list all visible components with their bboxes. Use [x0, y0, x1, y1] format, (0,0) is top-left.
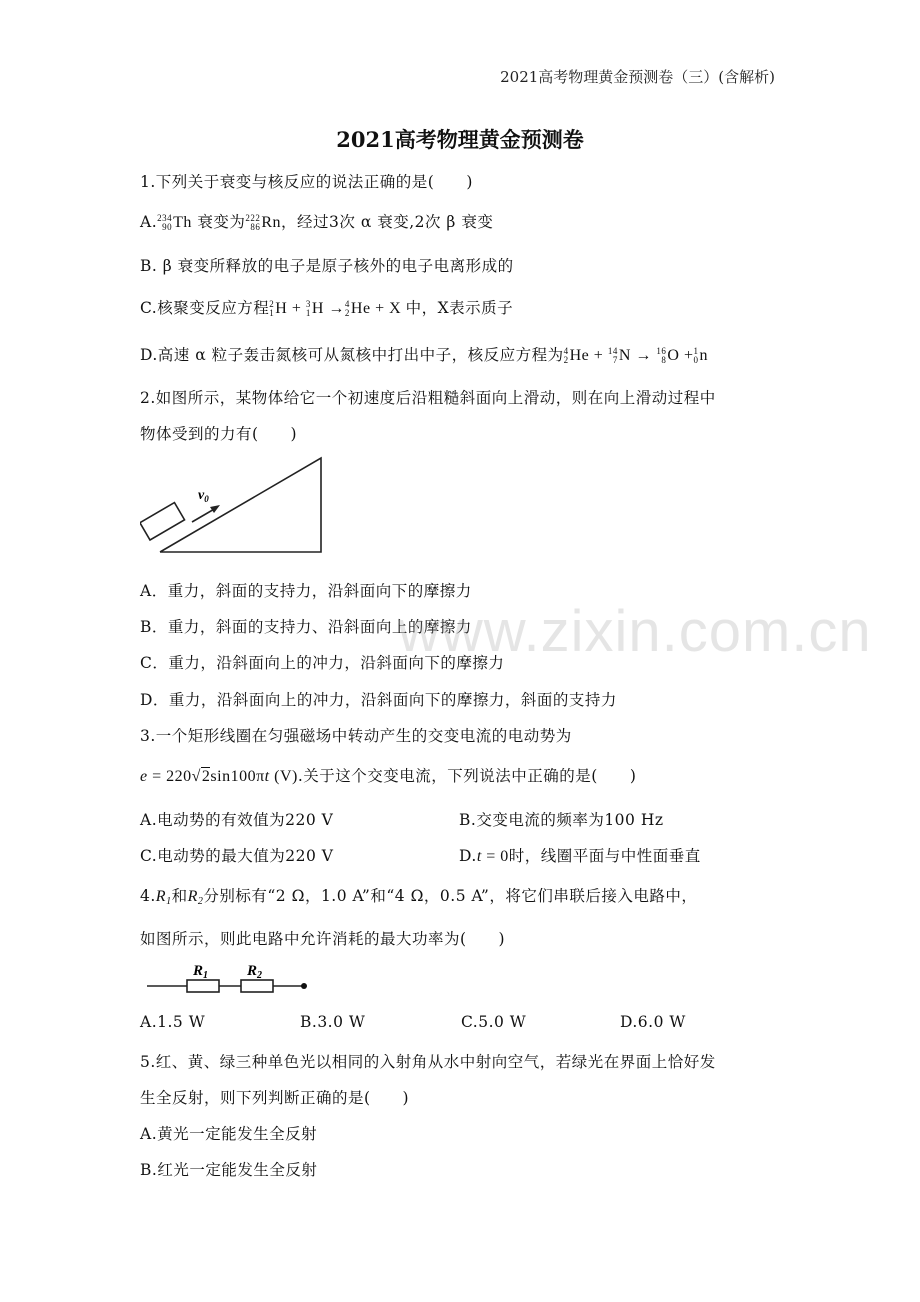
r2-symbol: $R_2$ [187, 888, 204, 907]
q1-a-prefix: A. [140, 213, 158, 231]
q3-stem-line2 [140, 764, 636, 786]
q1-option-a [140, 210, 493, 232]
q3-option-a: A.电动势的有效值为220 V [140, 811, 334, 829]
incline-triangle [160, 458, 321, 552]
q3-option-d: D.t = 0时，线圈平面与中性面垂直 [459, 847, 701, 865]
q4-option-c: C.5.0 W [461, 1013, 527, 1031]
document-title: 2021高考物理黄金预测卷 [336, 127, 584, 152]
q4-stem-line1: $4.R_1$和$R_2$分别标有“2 Ω，1.0 A”和“4 Ω，0.5 A”，将它们串联后接入电路中， [140, 887, 698, 907]
running-header: 2021高考物理黄金预测卷（三）(含解析) [500, 68, 775, 86]
q2-option-c: C．重力，沿斜面向上的冲力，沿斜面向下的摩擦力 [140, 654, 505, 672]
r1-label: $R_1$ [193, 963, 209, 981]
q1-d-prefix: D.高速 α 粒子轰击氮核可从氮核中打出中子，核反应方程为 [140, 346, 564, 364]
q3-d-prefix: D. [459, 847, 477, 865]
q4-option-a: A.1.5 W [140, 1013, 206, 1031]
q5-stem-line1: 5.红、黄、绿三种单色光以相同的入射角从水中射向空气，若绿光在界面上恰好发 [140, 1053, 716, 1071]
incline-figure [140, 452, 330, 558]
q1-c-suffix: 中，X表示质子 [405, 299, 514, 317]
r2-label: $R_2$ [247, 963, 263, 981]
q1-stem: 1.下列关于衰变与核反应的说法正确的是( ) [140, 173, 473, 191]
q5-option-a: A.黄光一定能发生全反射 [140, 1125, 318, 1143]
nuclide-rn222: 222 86 Rn [245, 213, 282, 232]
q1-option-b: B. β 衰变所释放的电子是原子核外的电子电离形成的 [140, 257, 514, 275]
q3-stem-suffix: .关于这个交变电流，下列说法中正确的是( ) [297, 767, 637, 785]
series-circuit-figure [145, 958, 315, 996]
velocity-label: $v_0$ [198, 488, 209, 504]
q3-d-suffix: 时，线圈平面与中性面垂直 [508, 847, 701, 865]
q2-option-a: A．重力，斜面的支持力，沿斜面向下的摩擦力 [140, 582, 472, 600]
q4-stem-rest: 分别标有“2 Ω，1.0 A”和“4 Ω，0.5 A”，将它们串联后接入电路中， [203, 887, 698, 905]
sliding-block [140, 503, 185, 540]
q1-option-c: C.核聚变反应方程 2 1 H + 3 1 H → 4 2 He + X 中，X表示质子 [140, 299, 514, 318]
resistor-r2 [241, 980, 273, 992]
q4-option-d: D.6.0 W [620, 1013, 686, 1031]
q1-c-prefix: C.核聚变反应方程 [140, 299, 270, 317]
nuclide-th234: 234 90 Th [157, 213, 192, 232]
q2-stem-line1: 2.如图所示，某物体给它一个初速度后沿粗糙斜面向上滑动，则在向上滑动过程中 [140, 389, 716, 407]
emf-equation: e = 220√2sin100πt (V) [140, 768, 298, 785]
arrow-head-icon [210, 505, 220, 513]
q2-stem-line2: 物体受到的力有( ) [140, 425, 298, 443]
q4-stem-line2: 如图所示，则此电路中允许消耗的最大功率为( ) [140, 930, 506, 948]
q2-option-b: B．重力，斜面的支持力、沿斜面向上的摩擦力 [140, 618, 472, 636]
watermark: www.zixin.com.cn [398, 599, 872, 664]
terminal-dot [301, 983, 307, 989]
q5-stem-line2: 生全反射，则下列判断正确的是( ) [140, 1089, 410, 1107]
q3-option-c: C.电动势的最大值为220 V [140, 847, 334, 865]
q2-option-d: D．重力，沿斜面向上的冲力，沿斜面向下的摩擦力，斜面的支持力 [140, 691, 617, 709]
q5-option-b: B.红光一定能发生全反射 [140, 1161, 318, 1179]
resistor-r1 [187, 980, 219, 992]
q4-option-b: B.3.0 W [300, 1013, 366, 1031]
q4-stem-and: 和 [171, 887, 188, 905]
q1-option-d: D.高速 α 粒子轰击氮核可从氮核中打出中子，核反应方程为 4 2 He + 14 7 N → 16 8 O + 1 0 n [140, 346, 708, 365]
q3-stem-line1: 3.一个矩形线圈在匀强磁场中转动产生的交变电流的电动势为 [140, 727, 572, 745]
r1-symbol: $R_1$ [155, 888, 172, 907]
q1-a-mid: 衰变为 [197, 213, 246, 231]
q3-option-b: B.交变电流的频率为100 Hz [459, 811, 664, 829]
q1-a-suffix: ，经过3次 α 衰变,2次 β 衰变 [281, 213, 494, 231]
